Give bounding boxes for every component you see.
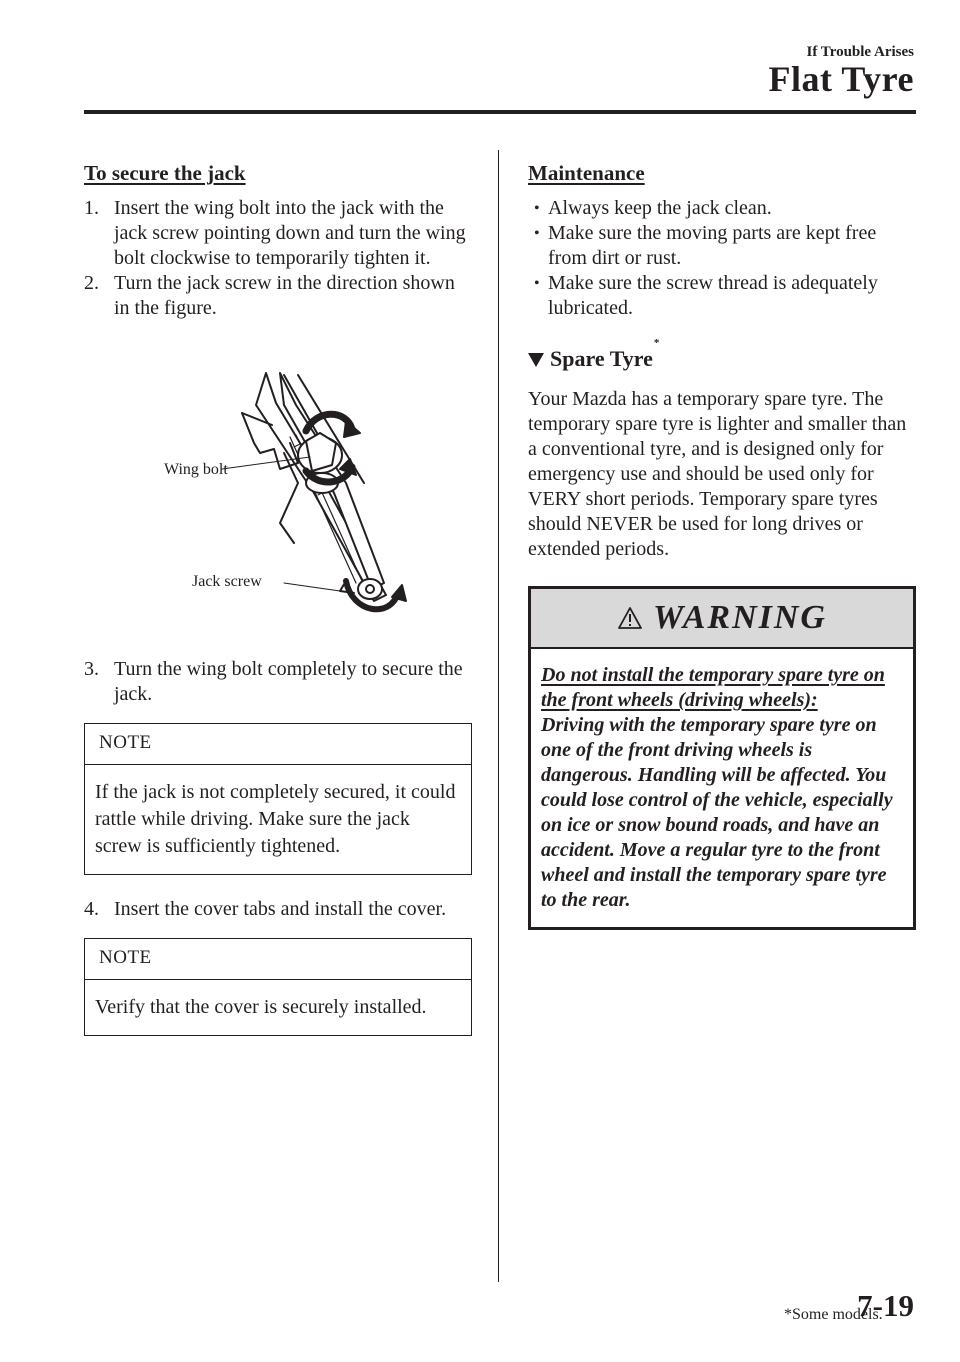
step-3 — [84, 657, 472, 707]
warning-box — [528, 586, 916, 930]
left-column — [84, 160, 472, 1058]
maintenance-list — [528, 196, 918, 321]
jack-screw-label: Jack screw — [192, 573, 262, 590]
spare-tyre-title: Spare Tyre — [550, 346, 653, 371]
step-text: Turn the wing bolt completely to secure the jack. — [114, 658, 463, 705]
footnote: *Some models. — [784, 1306, 883, 1323]
secure-jack-heading: To secure the jack — [84, 161, 246, 185]
warning-title: WARNING — [653, 599, 827, 636]
jack-figure — [84, 343, 472, 643]
list-item: • Make sure the moving parts are kept free from dirt or rust. — [528, 221, 918, 271]
header-rule — [84, 110, 916, 114]
warning-text: Driving with the temporary spare tyre on one of the front driving wheels is dangerous. Handling will be affected. You could lose control of the vehicle, especially on ice or snow bound roads, and have an accident. Move a regular tyre to the front wheel and install the temporary spare tyre to the rear. — [541, 714, 893, 911]
step-4 — [84, 897, 472, 922]
spare-tyre-heading: Spare Tyre * — [528, 345, 918, 373]
step-1 — [84, 196, 472, 271]
page-number: 7-19 — [857, 1288, 914, 1323]
step-2 — [84, 271, 472, 321]
list-item: • Make sure the screw thread is adequately lubricated. — [528, 271, 918, 321]
step-text: Insert the cover tabs and install the cover. — [114, 898, 447, 920]
note-text: Verify that the cover is securely installed. — [95, 996, 427, 1018]
step-number: 3. — [84, 658, 99, 680]
warning-triangle-icon — [617, 606, 643, 630]
spare-tyre-text: Your Mazda has a temporary spare tyre. The temporary spare tyre is lighter and smaller than a conventional tyre, and is designed only for emergency use and should be used only for VERY short periods. Temporary spare tyres should NEVER be used for long drives or extended periods. — [528, 388, 907, 560]
wing-bolt-label: Wing bolt — [164, 461, 228, 478]
note-box-cover — [84, 938, 472, 1036]
step-text: Turn the jack screw in the direction shown in the figure. — [114, 272, 455, 319]
right-column — [528, 160, 918, 930]
column-divider — [498, 150, 499, 1282]
triangle-down-icon — [528, 353, 544, 367]
warning-lead: Do not install the temporary spare tyre on the front wheels (driving wheels): — [541, 664, 885, 711]
section-label: If Trouble Arises — [806, 44, 914, 60]
maintenance-heading: Maintenance — [528, 161, 645, 185]
step-number: 1. — [84, 197, 99, 219]
step-number: 2. — [84, 272, 99, 294]
note-box-secure — [84, 723, 472, 875]
note-title: NOTE — [85, 724, 471, 765]
note-title: NOTE — [85, 939, 471, 980]
step-text: Insert the wing bolt into the jack with the jack screw pointing down and turn the wing bolt clockwise to temporarily tighten it. — [114, 197, 466, 269]
page-title: Flat Tyre — [768, 59, 914, 99]
warning-header — [531, 589, 913, 649]
note-text: If the jack is not completely secured, it could rattle while driving. Make sure the jack screw is sufficiently tightened. — [95, 781, 456, 857]
jack-illustration — [84, 343, 472, 643]
list-item: • Always keep the jack clean. — [528, 196, 918, 221]
warning-body — [531, 649, 913, 927]
step-number: 4. — [84, 898, 99, 920]
